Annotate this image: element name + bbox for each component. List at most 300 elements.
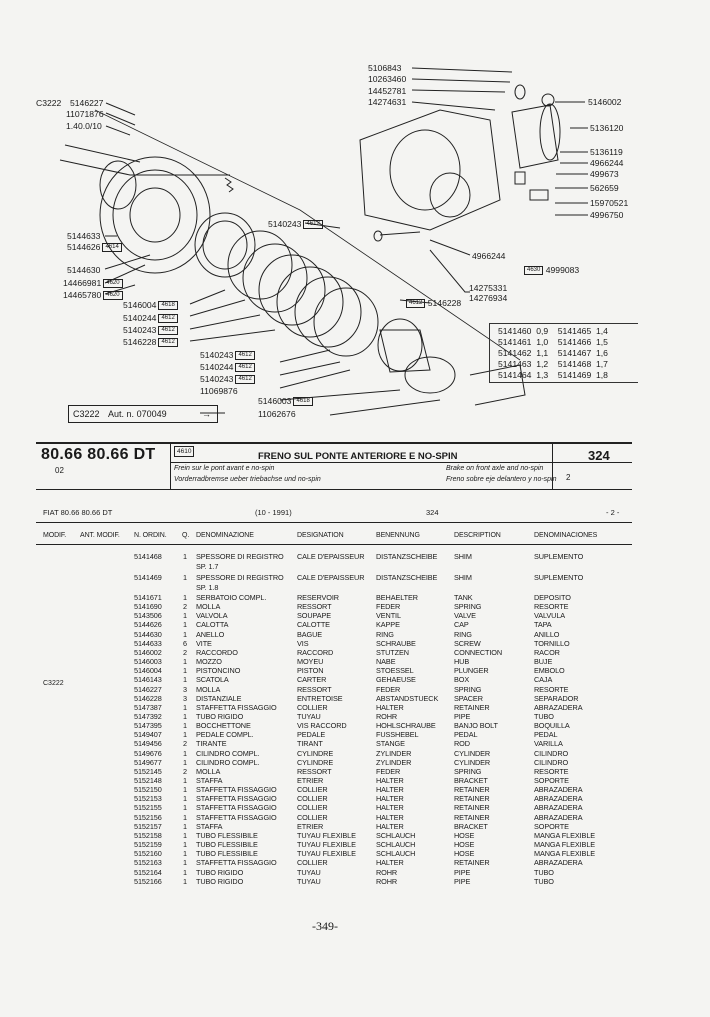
table-row	[0, 749, 710, 758]
name-fr: MOYEU	[297, 657, 324, 667]
quantity: 1	[183, 858, 187, 868]
table-sheet: - 2 -	[606, 508, 620, 517]
quantity: 1	[183, 785, 187, 795]
name-es: RACOR	[534, 647, 560, 657]
name-de: HALTER	[376, 702, 404, 712]
quantity: 1	[183, 876, 187, 886]
name-es: SOPORTE	[534, 821, 569, 831]
name-en: RETAINER	[454, 858, 490, 868]
name-de: STOESSEL	[376, 666, 414, 676]
table-row	[0, 813, 710, 822]
table-row	[0, 776, 710, 785]
name-de: ZYLINDER	[376, 748, 412, 758]
table-row	[0, 712, 710, 721]
name-it: TUBO FLESSIBILE	[196, 849, 258, 859]
name-es: SUPLEMENTO	[534, 552, 584, 561]
name-fr: VIS RACCORD	[297, 721, 347, 731]
part-number: 5152160	[134, 849, 162, 859]
part-number: 5152148	[134, 776, 162, 785]
name-en: CONNECTION	[454, 647, 503, 657]
table-row	[0, 858, 710, 867]
part-number: 5149677	[134, 757, 162, 767]
quantity: 1	[183, 849, 187, 859]
quantity: 1	[183, 748, 187, 758]
section-title-fr: Frein sur le pont avant e no-spin	[174, 465, 275, 472]
name-it: SERBATOIO COMPL.	[196, 593, 267, 602]
name-it: SCATOLA	[196, 675, 229, 685]
name-en: HUB	[454, 657, 470, 667]
name-de: GEHAEUSE	[376, 675, 416, 685]
callout-14276934: 14276934	[469, 293, 508, 303]
name-en: BOX	[454, 675, 470, 685]
quantity: 1	[183, 657, 187, 667]
callout-5140243-b1: 5140243 4612	[200, 350, 255, 360]
name-de: SCHLAUCH	[376, 830, 416, 840]
callout-5146003: 5146003 4618	[258, 396, 313, 406]
name-it: TUBO RIGIDO	[196, 876, 244, 886]
name-en: BRACKET	[454, 776, 488, 785]
name-it: STAFFETTA FISSAGGIO	[196, 858, 277, 868]
name-fr: ETRIER	[297, 821, 324, 831]
col-denominazione: DENOMINAZIONE	[196, 532, 254, 539]
name-es: SEPARADOR	[534, 693, 579, 703]
name-en: TANK	[454, 593, 473, 602]
name-en: PEDAL	[454, 730, 478, 740]
name-es: ABRAZADERA	[534, 858, 583, 868]
header-rule-top	[36, 442, 632, 444]
col-q: Q.	[182, 532, 190, 539]
name-en: RETAINER	[454, 785, 490, 795]
part-number: 5149407	[134, 730, 162, 740]
quantity: 3	[183, 684, 187, 694]
callout-1-40-0-10: 1.40.0/10	[66, 121, 102, 131]
name-en: RETAINER	[454, 794, 490, 804]
quantity: 1	[183, 675, 187, 685]
name-es: CILINDRO	[534, 757, 569, 767]
name-de: HALTER	[376, 858, 404, 868]
name-de: ROHR	[376, 867, 398, 877]
shim-row: 5141460 0,9 5141465 1,4	[498, 326, 608, 336]
callout-11071876: 11071876	[66, 109, 104, 119]
callout-5140243: 5140243 4612	[123, 325, 178, 335]
name-en: CAP	[454, 620, 469, 630]
name-de: HALTER	[376, 821, 404, 831]
callout-5140243-top: 5140243 4612	[268, 219, 323, 229]
name-fr: CALE D'EPAISSEUR	[297, 552, 365, 561]
part-number: 5144626	[134, 620, 162, 630]
name-it: MOLLA	[196, 766, 221, 776]
model-subcode: 02	[55, 466, 64, 475]
name-it: VITE	[196, 638, 212, 648]
name-de: NABE	[376, 657, 396, 667]
col-ant-modif: ANT. MODIF.	[80, 532, 120, 539]
name-fr: BAGUE	[297, 629, 323, 639]
name-fr: CYLINDRE	[297, 757, 334, 767]
quantity: 1	[183, 666, 187, 676]
table-row	[0, 611, 710, 620]
name-en: VALVE	[454, 611, 476, 621]
name-en: RETAINER	[454, 812, 490, 822]
callout-5140244-b: 5140244 4612	[200, 362, 255, 372]
name-it: CALOTTA	[196, 620, 229, 630]
name-it: TUBO FLESSIBILE	[196, 830, 258, 840]
name-it: ANELLO	[196, 629, 225, 639]
name-it: STAFFETTA FISSAGGIO	[196, 812, 277, 822]
quantity: 2	[183, 739, 187, 749]
name-en: SPACER	[454, 693, 483, 703]
part-number: 5143506	[134, 611, 162, 621]
callout-562659: 562659	[590, 183, 619, 193]
part-number: 5141469	[134, 572, 162, 582]
name-fr: ENTRETOISE	[297, 693, 343, 703]
name-es: ABRAZADERA	[534, 794, 583, 804]
name-en: PIPE	[454, 867, 471, 877]
name-de: HALTER	[376, 812, 404, 822]
name-es: CILINDRO	[534, 748, 569, 758]
quantity: 1	[183, 572, 187, 582]
name-es: SOPORTE	[534, 776, 569, 785]
name-en: BANJO BOLT	[454, 721, 498, 731]
quantity: 2	[183, 602, 187, 612]
table-row	[0, 620, 710, 629]
name-it: VALVOLA	[196, 611, 228, 621]
name-fr: CALOTTE	[297, 620, 330, 630]
shim-row: 5141464 1,3 5141469 1,8	[498, 370, 608, 380]
name-es: TAPA	[534, 620, 552, 630]
callout-14274631: 14274631	[368, 97, 407, 107]
table-row	[0, 648, 710, 657]
quantity: 1	[183, 730, 187, 740]
table-row	[0, 657, 710, 666]
section-title-it: FRENO SUL PONTE ANTERIORE E NO-SPIN	[258, 451, 458, 462]
name-it: STAFFA	[196, 776, 223, 785]
name-fr: TUYAU FLEXIBLE	[297, 830, 356, 840]
name-it: MOLLA	[196, 684, 221, 694]
name-de: STANGE	[376, 739, 405, 749]
quantity: 1	[183, 776, 187, 785]
name-es: TUBO	[534, 867, 554, 877]
name-de: DISTANZSCHEIBE	[376, 572, 438, 582]
part-number: 5146002	[134, 647, 162, 657]
quantity: 1	[183, 794, 187, 804]
name-fr: RESERVOIR	[297, 593, 339, 602]
name-de: SCHLAUCH	[376, 840, 416, 850]
table-row	[0, 703, 710, 712]
name-it: STAFFETTA FISSAGGIO	[196, 803, 277, 813]
table-page: 324	[426, 508, 439, 517]
quantity: 1	[183, 812, 187, 822]
name-it: MOLLA	[196, 602, 221, 612]
header-divider	[170, 442, 171, 490]
callout-14465780: 14465780 4620	[63, 290, 123, 300]
part-number: 5152158	[134, 830, 162, 840]
name-en: SPRING	[454, 602, 482, 612]
table-row	[0, 767, 710, 776]
group-page-number: 324	[588, 448, 610, 463]
callout-5144630: 5144630	[67, 265, 101, 275]
callout-11062676: 11062676	[258, 409, 296, 419]
part-number: 5146003	[134, 657, 162, 667]
quantity: 1	[183, 821, 187, 831]
table-row	[0, 822, 710, 831]
name-it: DISTANZIALE	[196, 693, 242, 703]
quantity: 2	[183, 766, 187, 776]
name-de: FEDER	[376, 684, 401, 694]
name-fr: COLLIER	[297, 702, 328, 712]
modification-reference-box	[68, 405, 218, 423]
part-number: 5144630	[134, 629, 162, 639]
name-en: CYLINDER	[454, 757, 491, 767]
table-rule	[36, 522, 632, 523]
name-en: PLUNGER	[454, 666, 489, 676]
name-de: HALTER	[376, 794, 404, 804]
name-de: BEHAELTER	[376, 593, 418, 602]
name-it: STAFFA	[196, 821, 223, 831]
callout-5146002: 5146002	[588, 97, 622, 107]
quantity: 1	[183, 757, 187, 767]
callout-5106843: 5106843	[368, 63, 402, 73]
name-de: SCHRAUBE	[376, 638, 416, 648]
name-it: STAFFETTA FISSAGGIO	[196, 785, 277, 795]
name-fr: CARTER	[297, 675, 327, 685]
name-de: KAPPE	[376, 620, 400, 630]
name-en: RETAINER	[454, 702, 490, 712]
name-fr: TUYAU	[297, 711, 321, 721]
part-number: 5146228	[134, 693, 162, 703]
quantity: 1	[183, 593, 187, 602]
table-row	[0, 593, 710, 602]
callout-5144626: 5144626 4614	[67, 242, 122, 252]
name-de: ABSTANDSTUECK	[376, 693, 439, 703]
table-row	[0, 730, 710, 739]
name-es: RESORTE	[534, 766, 569, 776]
name-fr: COLLIER	[297, 803, 328, 813]
quantity: 1	[183, 552, 187, 561]
quantity: 1	[183, 620, 187, 630]
name-en: SPRING	[454, 684, 482, 694]
name-de: HALTER	[376, 785, 404, 795]
part-number: 5152166	[134, 876, 162, 886]
name-en: ROD	[454, 739, 470, 749]
name-it: PISTONCINO	[196, 666, 241, 676]
name-es: ABRAZADERA	[534, 812, 583, 822]
name-en: PIPE	[454, 876, 471, 886]
name-fr: RESSORT	[297, 602, 332, 612]
name-de: HALTER	[376, 776, 404, 785]
name-de: FEDER	[376, 766, 401, 776]
section-title-de: Vorderradbremse ueber triebachse und no-spin	[174, 476, 321, 483]
part-number: 5152164	[134, 867, 162, 877]
name-it: STAFFETTA FISSAGGIO	[196, 702, 277, 712]
part-number: 5152157	[134, 821, 162, 831]
table-row	[0, 831, 710, 840]
quantity: 1	[183, 721, 187, 731]
table-row	[0, 758, 710, 767]
shim-row: 5141461 1,0 5141466 1,5	[498, 337, 608, 347]
callout-5144633: 5144633	[67, 231, 101, 241]
name-fr: CALE D'EPAISSEUR	[297, 572, 365, 582]
name-fr: PISTON	[297, 666, 324, 676]
name-fr: TUYAU FLEXIBLE	[297, 840, 356, 850]
table-row	[0, 877, 710, 886]
section-title-en: Brake on front axle and no-spin	[446, 465, 544, 472]
quantity: 1	[183, 711, 187, 721]
table-row	[0, 794, 710, 803]
name-de: FUSSHEBEL	[376, 730, 419, 740]
name-it: CILINDRO COMPL.	[196, 757, 260, 767]
name-en: PIPE	[454, 711, 471, 721]
name-de: RING	[376, 629, 394, 639]
name-es: DEPOSITO	[534, 593, 571, 602]
section-title-es: Freno sobre eje delantero y no-spin	[446, 476, 557, 483]
shim-row: 5141462 1,1 5141467 1,6	[498, 348, 608, 358]
ref-code: C3222	[73, 409, 100, 419]
group-sheet-number: 2	[566, 473, 571, 482]
name-de: SCHLAUCH	[376, 849, 416, 859]
part-number: 5146227	[134, 684, 162, 694]
part-number: 5152150	[134, 785, 162, 795]
name-de: DISTANZSCHEIBE	[376, 552, 438, 561]
page-footer-number: -349-	[312, 919, 338, 933]
table-row	[0, 666, 710, 675]
arrow-right-icon: →	[202, 409, 211, 419]
table-header-rule	[36, 544, 632, 545]
header-rule-mid	[170, 462, 632, 463]
name-es: TORNILLO	[534, 638, 570, 648]
name-fr: RACCORD	[297, 647, 334, 657]
shim-row: 5141463 1,2 5141468 1,7	[498, 359, 608, 369]
name-es: RESORTE	[534, 602, 569, 612]
name-es: PEDAL	[534, 730, 558, 740]
part-number: 5141671	[134, 593, 162, 602]
name-es: MANGA FLEXIBLE	[534, 840, 596, 850]
name-fr: COLLIER	[297, 858, 328, 868]
name-de: STUTZEN	[376, 647, 409, 657]
col-designation: DESIGNATION	[297, 532, 344, 539]
name-it: SPESSORE DI REGISTRO	[196, 572, 284, 582]
table-row	[0, 803, 710, 812]
name-es: ABRAZADERA	[534, 803, 583, 813]
name-it: TUBO RIGIDO	[196, 711, 244, 721]
table-row	[0, 572, 710, 592]
quantity: 1	[183, 840, 187, 850]
quantity: 1	[183, 830, 187, 840]
quantity: 1	[183, 867, 187, 877]
table-model-line: FIAT 80.66 80.66 DT	[43, 508, 113, 517]
table-row	[0, 694, 710, 703]
name-fr: CYLINDRE	[297, 748, 334, 758]
callout-5146228: 5146228 4612	[123, 337, 178, 347]
callout-4996750: 4996750	[590, 210, 624, 220]
callout-499673: 499673	[590, 169, 619, 179]
name-en: HOSE	[454, 849, 475, 859]
quantity: 3	[183, 693, 187, 703]
table-row	[0, 552, 710, 571]
col-n-ordin: N. ORDIN.	[134, 532, 167, 539]
callout-5140244: 5140244 4612	[123, 313, 178, 323]
part-number: 5149456	[134, 739, 162, 749]
name-es: ABRAZADERA	[534, 785, 583, 795]
name-fr: SOUPAPE	[297, 611, 332, 621]
callout-4999083: 4630 4999083	[522, 265, 579, 275]
name-de: HOHLSCHRAUBE	[376, 721, 436, 731]
part-number: 5152153	[134, 794, 162, 804]
name-fr: COLLIER	[297, 785, 328, 795]
name-es: CAJA	[534, 675, 553, 685]
quantity: 1	[183, 629, 187, 639]
name-it-detail: SP. 1.8	[196, 582, 219, 592]
name-de: ROHR	[376, 876, 398, 886]
name-es: RESORTE	[534, 684, 569, 694]
group-tag: 4610	[174, 446, 194, 457]
table-row	[0, 739, 710, 748]
col-description: DESCRIPTION	[454, 532, 501, 539]
name-es: BOQUILLA	[534, 721, 570, 731]
name-fr: COLLIER	[297, 812, 328, 822]
table-row	[0, 639, 710, 648]
name-es: EMBOLO	[534, 666, 565, 676]
table-date: (10 - 1991)	[255, 508, 292, 517]
callout-4966244: 4966244	[590, 158, 624, 168]
col-benennung: BENENNUNG	[376, 532, 420, 539]
name-fr: TUYAU	[297, 876, 321, 886]
name-it-detail: SP. 1.7	[196, 562, 219, 571]
table-row	[0, 840, 710, 849]
name-en: SPRING	[454, 766, 482, 776]
name-de: ROHR	[376, 711, 398, 721]
part-number: 5152145	[134, 766, 162, 776]
col-modif: MODIF.	[43, 532, 67, 539]
name-es: SUPLEMENTO	[534, 572, 584, 582]
name-it: MOZZO	[196, 657, 222, 667]
quantity: 1	[183, 611, 187, 621]
part-number: 5147392	[134, 711, 162, 721]
part-number: 5152156	[134, 812, 162, 822]
name-it: PEDALE COMPL.	[196, 730, 254, 740]
name-es: TUBO	[534, 711, 554, 721]
name-en: SHIM	[454, 552, 472, 561]
table-row	[0, 602, 710, 611]
name-it: STAFFETTA FISSAGGIO	[196, 794, 277, 804]
quantity: 1	[183, 803, 187, 813]
part-number: 5141468	[134, 552, 162, 561]
name-fr: RESSORT	[297, 684, 332, 694]
part-number: 5149676	[134, 748, 162, 758]
table-row	[0, 849, 710, 858]
modif-note: C3222	[43, 680, 64, 687]
name-en: HOSE	[454, 840, 475, 850]
part-number: 5152155	[134, 803, 162, 813]
callout-5146227: 5146227	[70, 98, 104, 108]
name-es: BUJE	[534, 657, 553, 667]
name-fr: PEDALE	[297, 730, 326, 740]
table-row	[0, 868, 710, 877]
part-number: 5152163	[134, 858, 162, 868]
name-it: BOCCHETTONE	[196, 721, 251, 731]
name-es: ANILLO	[534, 629, 560, 639]
table-row	[0, 675, 710, 684]
name-fr: COLLIER	[297, 794, 328, 804]
callout-11069876: 11069876	[200, 386, 238, 396]
name-fr: TIRANT	[297, 739, 323, 749]
name-en: SCREW	[454, 638, 481, 648]
name-it: SPESSORE DI REGISTRO	[196, 552, 284, 561]
part-number: 5144633	[134, 638, 162, 648]
callout-10263460: 10263460	[368, 74, 407, 84]
name-de: HALTER	[376, 803, 404, 813]
col-denominaciones: DENOMINACIONES	[534, 532, 598, 539]
name-en: RING	[454, 629, 472, 639]
